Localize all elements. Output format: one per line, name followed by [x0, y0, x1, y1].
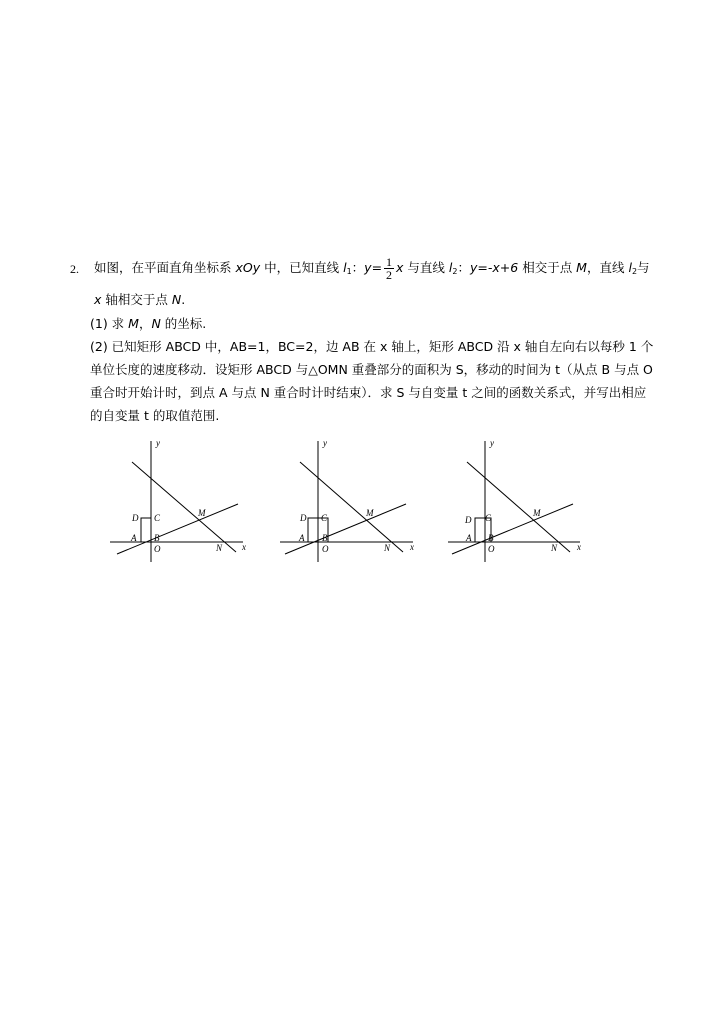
label-O: O: [488, 544, 495, 554]
label-N: N: [384, 543, 391, 553]
point-N: N: [171, 292, 182, 307]
label-A: A: [299, 533, 305, 543]
label-y: y: [156, 438, 160, 448]
label-x: x: [577, 542, 581, 552]
line-l2-subscript: 2: [452, 267, 458, 276]
text: ，直线: [586, 260, 629, 275]
label-O: O: [322, 544, 329, 554]
equation-y: y=: [364, 260, 383, 275]
part-2-line-2: 单位长度的速度移动．设矩形 ABCD 与△OMN 重叠部分的面积为 S，移动的时间为 t（从点 B 与点 O: [90, 362, 653, 377]
text: ，: [138, 316, 152, 331]
equation-x: x: [396, 260, 404, 275]
label-C: C: [485, 513, 492, 523]
label-M: M: [366, 508, 374, 518]
part-2-line-4: 的自变量 t 的取值范围.: [90, 408, 220, 423]
text: ：: [457, 260, 470, 275]
label-y: y: [323, 438, 327, 448]
line-l2-name: l: [628, 260, 632, 275]
part-2-line-1: (2) 已知矩形 ABCD 中，AB=1，BC=2，边 AB 在 x 轴上，矩形 ABCD 沿 x 轴自左向右以每秒 1 个: [90, 339, 654, 354]
text: 与直线: [403, 260, 449, 275]
line-l2: [300, 462, 403, 552]
label-x: x: [242, 542, 246, 552]
label-x: x: [410, 542, 414, 552]
label-B: B: [322, 533, 328, 543]
label-A: A: [466, 533, 472, 543]
label-B: B: [154, 533, 160, 543]
point-M: M: [576, 260, 587, 275]
label-D: D: [300, 513, 307, 523]
line-l2-subscript: 2: [631, 267, 638, 276]
figure-3: [448, 438, 581, 562]
part-2-line-3: 重合时开始计时，到点 A 与点 N 重合时计时结束）．求 S 与自变量 t 之间的函数关系式，并写出相应: [90, 385, 647, 400]
label-O: O: [154, 544, 161, 554]
label-D: D: [132, 513, 139, 523]
text: 的坐标.: [160, 316, 207, 331]
label-N: N: [551, 543, 558, 553]
point-N: N: [151, 316, 161, 331]
fraction-numerator: 1: [386, 255, 393, 269]
line-l1-name: l: [343, 260, 347, 275]
label-M: M: [198, 508, 206, 518]
point-M: M: [128, 316, 139, 331]
text: 轴相交于点: [101, 292, 172, 307]
figure-1: [110, 438, 246, 562]
label-N: N: [216, 543, 223, 553]
label-C: C: [321, 513, 328, 523]
label-A: A: [131, 533, 137, 543]
coord-system-name: xOy: [235, 260, 261, 275]
label-C: C: [154, 513, 161, 523]
text: (1) 求: [90, 316, 129, 331]
text: 如图，在平面直角坐标系: [94, 260, 236, 275]
text: 与: [637, 260, 650, 275]
text: ：: [351, 260, 365, 275]
equation-l2: y=-x+6: [470, 260, 519, 275]
label-M: M: [533, 508, 541, 518]
label-B: B: [488, 533, 494, 543]
line-l2-name: l: [448, 260, 453, 275]
figure-2: [280, 438, 414, 562]
problem-number: 2.: [70, 262, 79, 276]
label-y: y: [490, 438, 494, 448]
line-l2: [132, 462, 236, 552]
fraction-denominator: 2: [386, 268, 393, 282]
label-D: D: [465, 515, 472, 525]
line-l2: [467, 462, 570, 552]
line-l1-subscript: 1: [346, 267, 352, 276]
text: .: [181, 292, 186, 307]
rectangle-abcd: [141, 518, 151, 542]
text: 中，已知直线: [260, 260, 344, 275]
axis-x-name: x: [94, 292, 102, 307]
text: 相交于点: [518, 260, 577, 275]
